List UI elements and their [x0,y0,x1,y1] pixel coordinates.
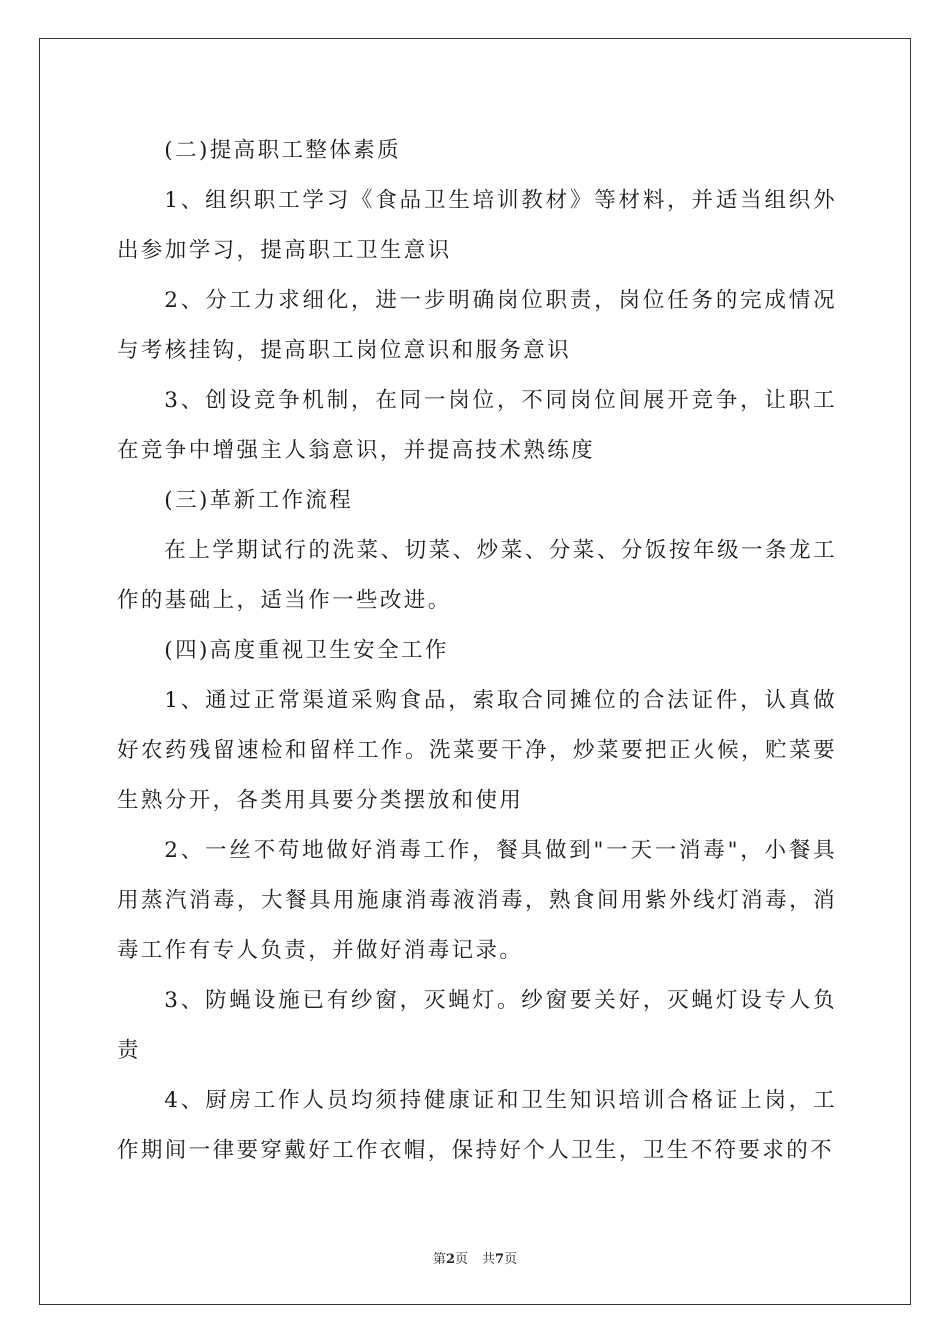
paragraph: 1、组织职工学习《食品卫生培训教材》等材料，并适当组织外出参加学习，提高职工卫生意识 [117,188,837,263]
document-body [117,126,837,1176]
paragraph: 3、创设竞争机制，在同一岗位，不同岗位间展开竞争，让职工在竞争中增强主人翁意识，并提高技术熟练度 [117,388,837,463]
total-prefix: 共 [482,1252,496,1267]
paragraph: 2、一丝不苟地做好消毒工作，餐具做到"一天一消毒"，小餐具用蒸汽消毒，大餐具用施康消毒液消毒，熟食间用紫外线灯消毒，消毒工作有专人负责，并做好消毒记录。 [117,838,837,963]
paragraph: 2、分工力求细化，进一步明确岗位职责，岗位任务的完成情况与考核挂钩，提高职工岗位意识和服务意识 [117,288,837,363]
page-number: 2 [445,1252,455,1267]
paragraph: 在上学期试行的洗菜、切菜、炒菜、分菜、分饭按年级一条龙工作的基础上，适当作一些改进。 [117,538,837,613]
page-prefix: 第 [432,1252,446,1267]
paragraph: 3、防蝇设施已有纱窗，灭蝇灯。纱窗要关好，灭蝇灯设专人负责 [117,988,837,1063]
total-pages: 7 [495,1252,505,1267]
paragraph: 1、通过正常渠道采购食品，索取合同摊位的合法证件，认真做好农药残留速检和留样工作。洗菜要干净，炒菜要把正火候，贮菜要生熟分开，各类用具要分类摆放和使用 [117,688,837,813]
section-heading-2: (二)提高职工整体素质 [164,138,401,163]
paragraph: 4、厨房工作人员均须持健康证和卫生知识培训合格证上岗，工作期间一律要穿戴好工作衣帽，保持好个人卫生，卫生不符要求的不 [117,1088,837,1163]
page-footer [0,1248,950,1267]
page-suffix: 页 [454,1252,468,1267]
section-heading-3: (三)革新工作流程 [164,488,354,513]
total-suffix: 页 [504,1252,518,1267]
section-heading-4: (四)高度重视卫生安全工作 [164,638,449,663]
